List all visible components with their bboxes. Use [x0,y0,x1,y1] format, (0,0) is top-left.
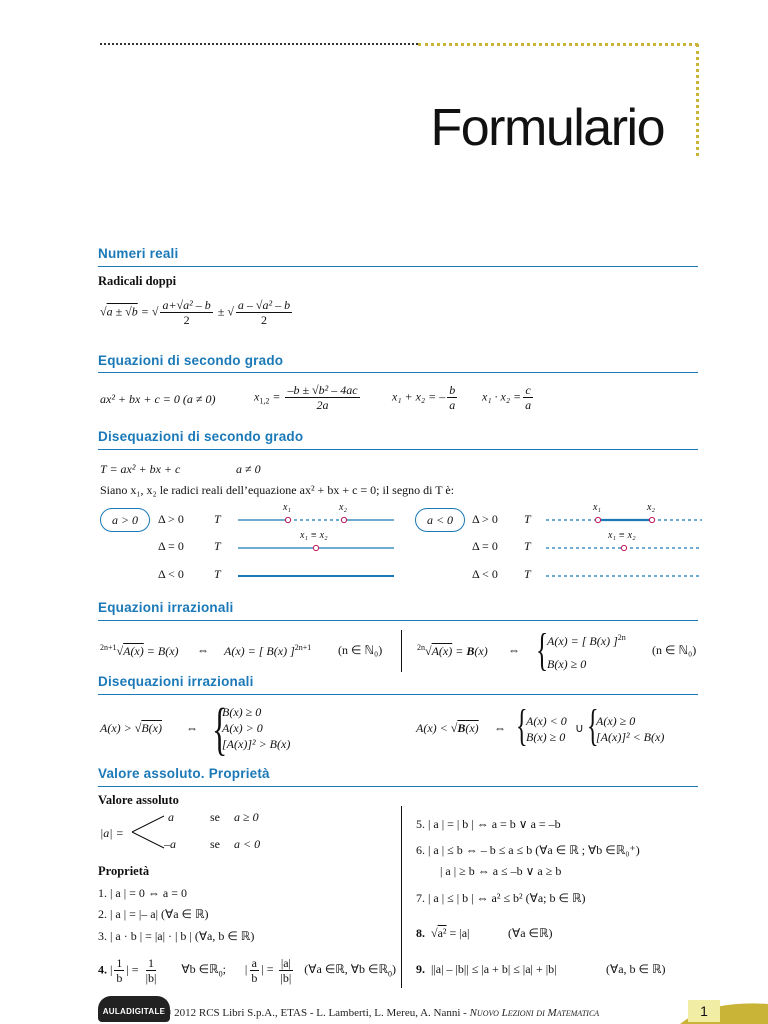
cond-n-right: (n ∈ ℕ₀) [652,643,697,657]
section-rule [98,620,698,621]
brace: { [212,696,228,761]
property-6b: | a | ≥ b ⇔ a ≤ –b ∨ a ≥ b [440,864,562,878]
property-9-cond: (∀a, b ∈ ℝ) [606,962,666,976]
x2-label: x₂ [647,502,655,513]
x2-label: x₂ [339,502,347,513]
section-title-valore-assoluto: Valore assoluto. Proprietà [98,766,270,781]
formula-somma: x₁ + x₂ = – $\frac{b}{a}$ [392,383,456,412]
property-8: 8. √a² = |a| [416,926,470,940]
column-divider [401,630,402,672]
system-irr-2: B(x) ≥ 0 [547,657,587,671]
trinomio: T = ax² + bx + c [100,462,181,476]
section-rule [98,694,698,695]
property-9: 9. ||a| – |b|| ≤ |a + b| ≤ |a| + |b| [416,962,557,976]
property-8-cond: (∀a ∈ℝ) [508,926,553,940]
system-minore-b2: [A(x)]² < B(x) [596,730,665,744]
abs-case-neg: –a [164,837,176,851]
property-1: 1. | a | = 0 ⇔ a = 0 [98,886,187,900]
x1-label: x₁ [593,502,601,513]
iff-symbol: ⇔ [197,643,209,657]
se-label: se [210,837,220,851]
sign-chart-a-positivo [236,498,396,588]
union-symbol: ∪ [575,721,584,735]
system-maggiore-1: B(x) ≥ 0 [222,705,262,719]
formula-soluzioni: $x_{1,2}$ = $\frac{\text{–b ± √b² – 4ac}}{2a}$ [254,383,358,412]
system-minore-a1: A(x) < 0 [526,714,567,728]
formula-irr-dispari-rhs: A(x) = [ B(x) ]$^{2n+1}$ [224,643,312,658]
pill-a-positivo: a > 0 [100,508,150,532]
subheading-proprieta: Proprietà [98,864,150,878]
footer-text [163,1007,599,1019]
property-2: 2. | a | = |– a| (∀a ∈ ℝ) [98,907,209,921]
column-divider [401,806,402,988]
sign-chart-a-negativo [544,498,704,588]
formula-irr-dispari: $^{2n+1}$√A(x) = B(x) [100,643,179,658]
iff-symbol: ⇔ [508,643,520,657]
system-minore-a2: B(x) ≥ 0 [526,730,566,744]
brace: { [536,624,549,675]
x12-label: x₁ ≡ x₂ [608,530,636,541]
section-rule [98,786,698,787]
section-title-disequazioni-secondo-grado: Disequazioni di secondo grado [98,429,304,444]
formula-irr-pari: $^{2n}$√A(x) = B(x) [417,643,488,658]
subheading-radicali-doppi: Radicali doppi [98,274,177,288]
page-number-box [688,1000,720,1022]
iff-symbol: ⇔ [494,721,506,735]
auladigitale-logo [98,996,170,1022]
property-7: 7. | a | ≤ | b | ⇔ a² ≤ b² (∀a; b ∈ ℝ) [416,891,586,905]
pill-a-negativo: a < 0 [415,508,465,532]
header-dotted-line [100,43,418,45]
property-3: 3. | a · b | = |a| · | b | (∀a, b ∈ ℝ) [98,929,255,943]
brace: { [516,701,528,750]
section-title-disequazioni-irrazionali: Disequazioni irrazionali [98,674,254,689]
system-maggiore-2: A(x) > 0 [222,721,263,735]
section-title-equazioni-irrazionali: Equazioni irrazionali [98,600,234,615]
formula-equazione: ax² + bx + c = 0 (a ≠ 0) [100,392,216,406]
siano-text: Siano x₁, x₂ le radici reali dell’equazione ax² + bx + c = 0; il segno di T è: [100,483,455,497]
delta-pos-left: Δ > 0 [158,512,184,526]
delta-zero-left: Δ = 0 [158,539,184,553]
section-rule [98,372,698,373]
brace: { [587,701,599,750]
system-minore-b1: A(x) ≥ 0 [596,714,636,728]
subheading-valore-assoluto: Valore assoluto [98,793,179,807]
section-rule [98,266,698,267]
abs-case-pos: a [168,810,174,824]
header-dotted-line-accent [418,43,698,46]
diseq-irr-maggiore: A(x) > √B(x) [100,721,162,735]
t-label: T [214,512,221,526]
logo-text: AULADIGITALE [102,1007,166,1016]
abs-def-branch [128,812,168,852]
t-label: T [524,567,531,581]
delta-zero-right: Δ = 0 [472,539,498,553]
delta-neg-right: Δ < 0 [472,567,498,581]
page-number: 1 [700,1003,708,1019]
t-label: T [524,539,531,553]
t-label: T [524,512,531,526]
system-maggiore-3: [A(x)]² > B(x) [222,737,291,751]
cond-a-neg: a < 0 [234,837,261,851]
property-5: 5. | a | = | b | ⇔ a = b ∨ a = –b [416,817,561,831]
property-6: 6. | a | ≤ b ⇔ – b ≤ a ≤ b (∀a ∈ ℝ ; ∀b ∈ℝ₀⁺) [416,843,640,857]
section-title-equazioni-secondo-grado: Equazioni di secondo grado [98,353,284,368]
cond-a-pos: a ≥ 0 [234,810,259,824]
header-dotted-vertical [696,44,699,156]
section-rule [98,449,698,450]
property-4: 4. | $\frac{1}{b}$ | = $\frac{1}{|b|}$ ∀b ∈ℝ$_0$; | $\frac{a}{b}$ | = $\frac{|a|}{|b|}$ (∀a ∈ℝ, ∀b ∈ℝ$_0$) [98,956,396,985]
cond-n-left: (n ∈ ℕ₀) [338,643,383,657]
formula-radicali-doppi: √a ± √b = √ $\frac{\text{a+√a² – b}}{2}$ ± √ $\frac{\text{a – √a² – b}}{2}$ [100,298,291,327]
condizione-a: a ≠ 0 [236,462,261,476]
section-title-numeri-reali: Numeri reali [98,246,179,261]
iff-symbol: ⇔ [186,721,198,735]
footer-copyright: © 2012 RCS Libri S.p.A., ETAS - L. Lamberti, L. Mereu, A. Nanni - [163,1007,470,1019]
x1-label: x₁ [283,502,291,513]
delta-neg-left: Δ < 0 [158,567,184,581]
page-title: Formulario [430,99,664,157]
formula-prodotto: x₁ · x₂ = $\frac{c}{a}$ [482,383,532,412]
t-label: T [214,539,221,553]
formula-prodotto-label: x₁ · x₂ = [482,389,522,404]
system-irr-1: A(x) = [ B(x) ]$^{2n}$ [547,633,626,648]
abs-def-lhs: |a| = [100,826,124,840]
x12-label: x₁ ≡ x₂ [300,530,328,541]
t-label: T [214,567,221,581]
diseq-irr-minore: A(x) < √B(x) [416,721,479,735]
delta-pos-right: Δ > 0 [472,512,498,526]
footer-book-title: Nuovo Lezioni di Matematica [469,1007,600,1019]
se-label: se [210,810,220,824]
